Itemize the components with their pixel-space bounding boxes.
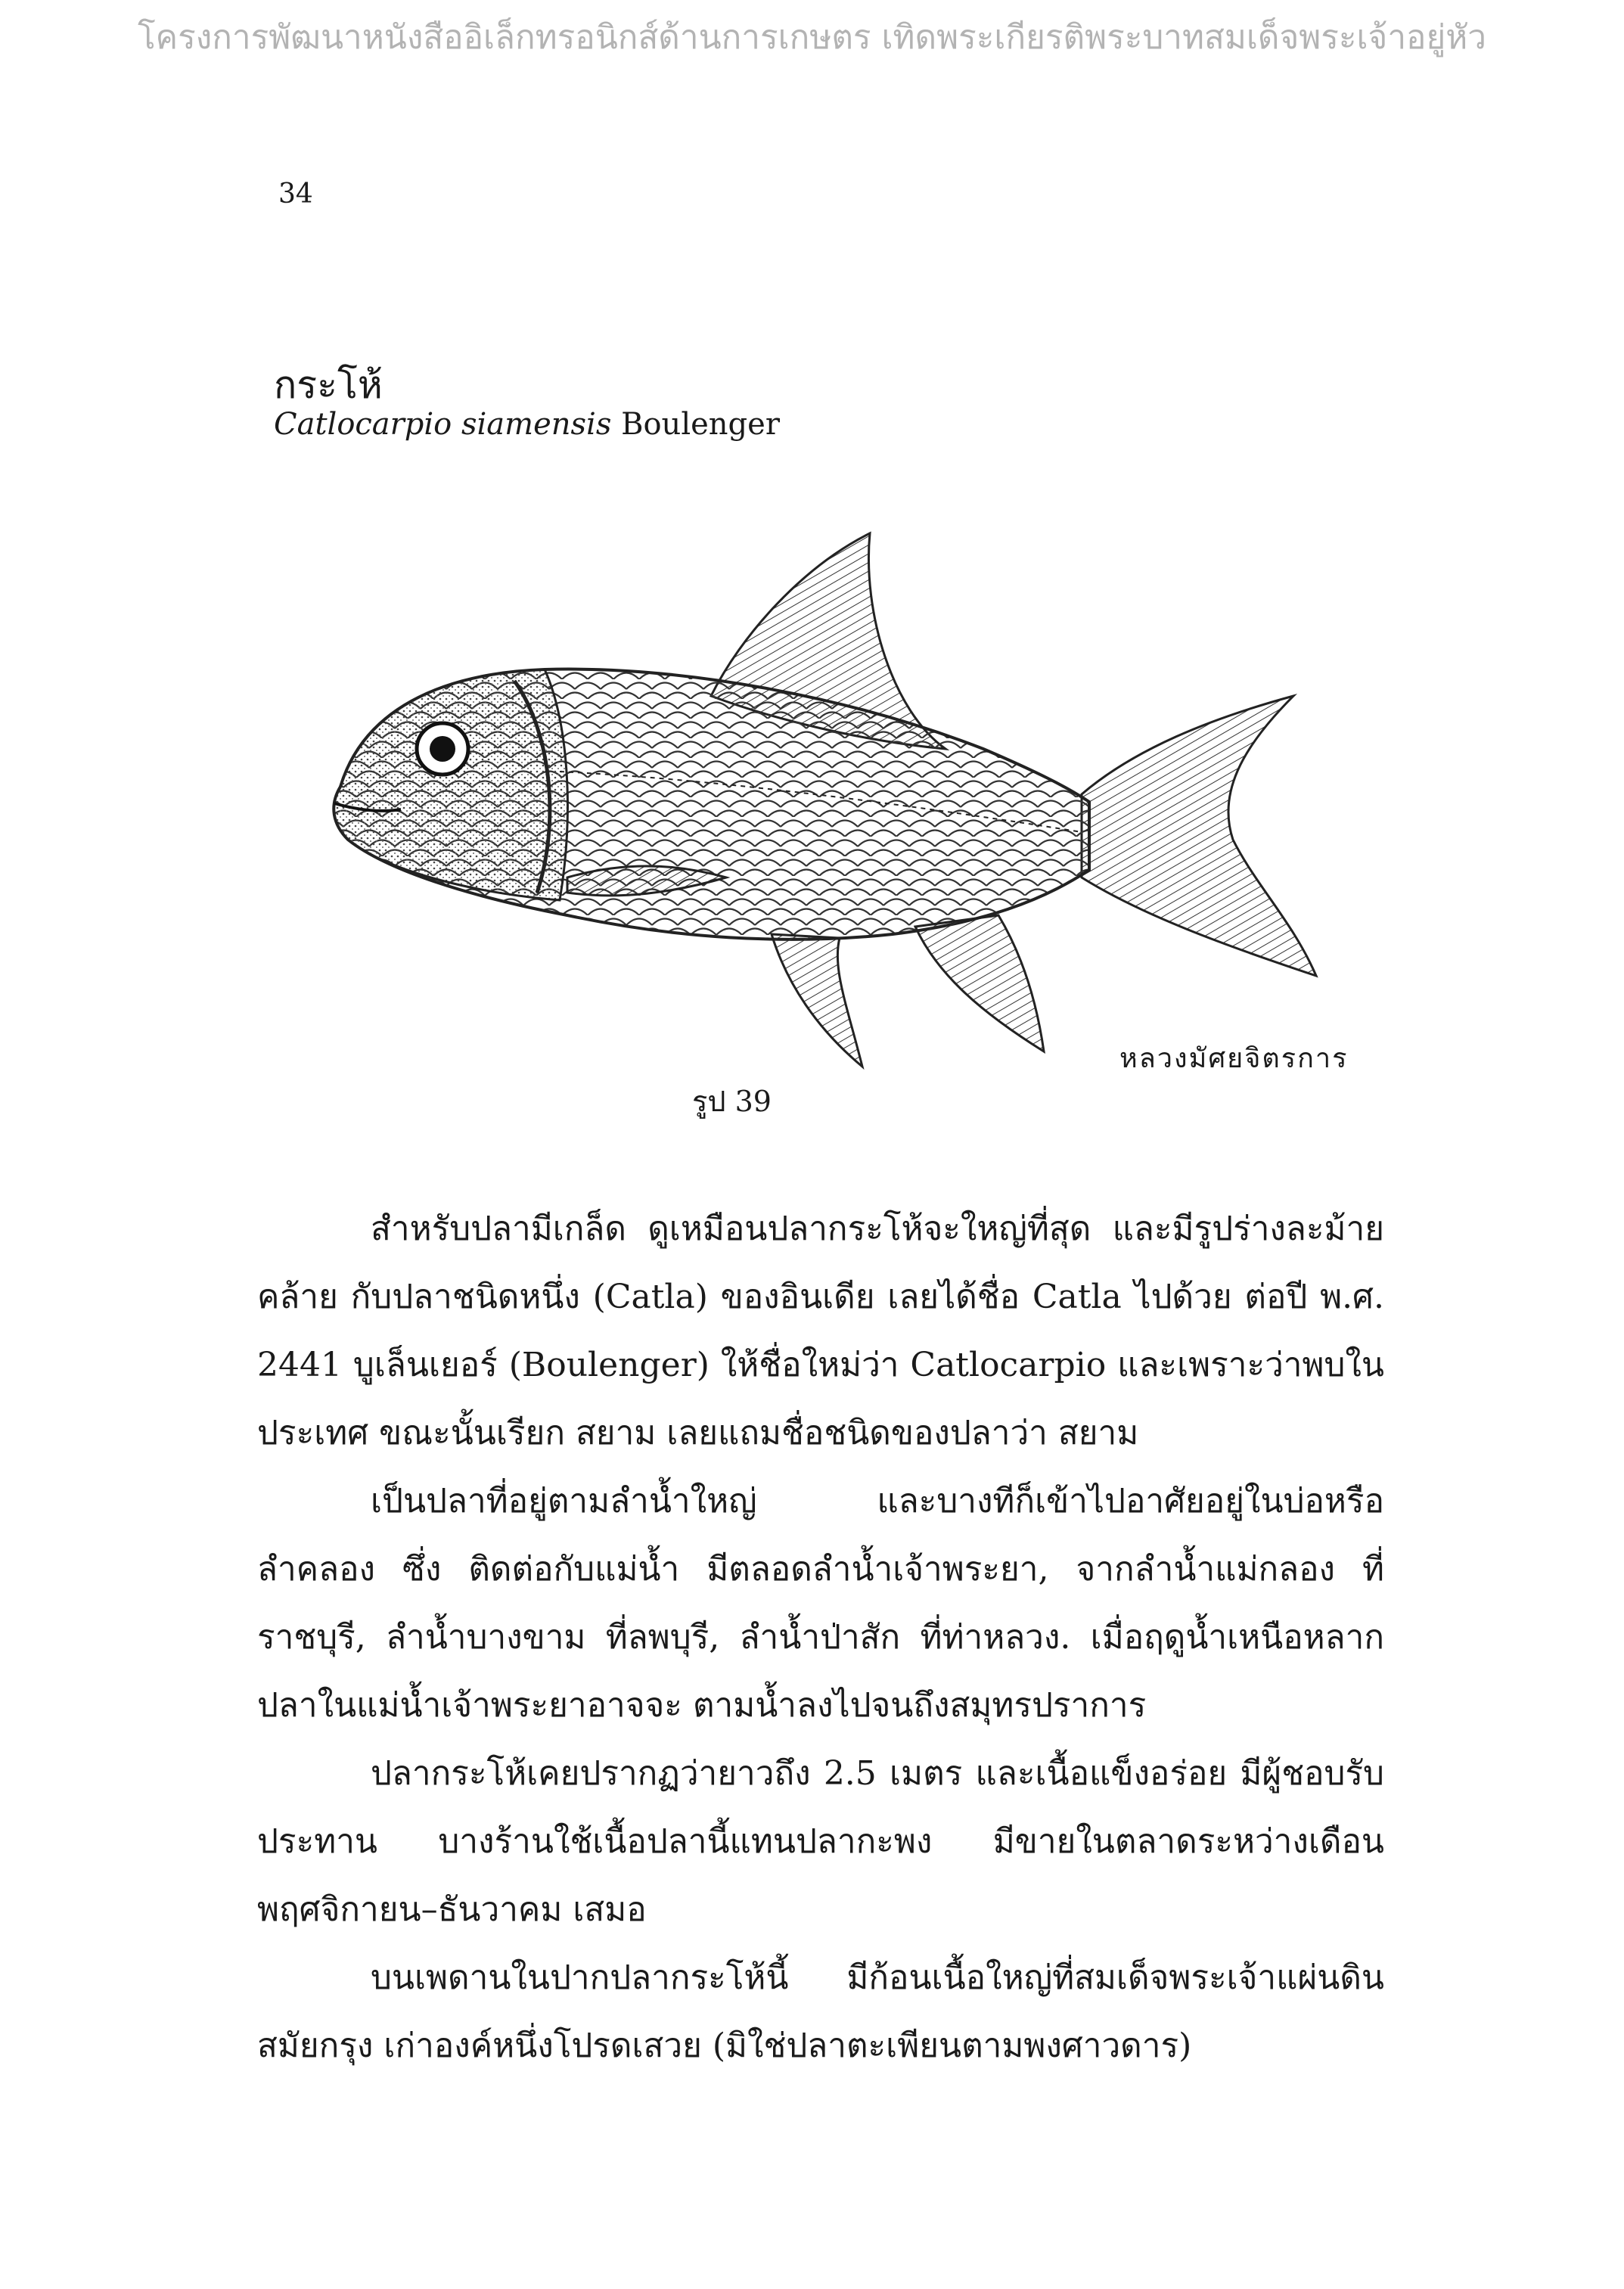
text-line: ปลากระโห้เคยปรากฏว่ายาวถึง 2.5 เมตร และเนื้อแข็งอร่อย มีผู้ชอบรับประทาน <box>257 1754 1384 1861</box>
text-line: ตามน้ำลงไปจนถึงสมุทรปราการ <box>692 1686 1147 1725</box>
figure-caption: รูป 39 <box>692 1085 772 1118</box>
paragraph-3 <box>257 1740 1384 1944</box>
text-line: บางร้านใช้เนื้อปลานี้แทนปลากะพง มีขายในตลาดระหว่างเดือนพฤศจิกายน–ธันวาคม <box>257 1822 1384 1929</box>
author-name: Boulenger <box>621 407 780 442</box>
fish-illustration <box>318 522 1377 1112</box>
tail-fin <box>1082 696 1316 976</box>
text-line: เสมอ <box>573 1890 647 1929</box>
text-line: ขณะนั้นเรียก สยาม เลยแถมชื่อชนิดของปลาว่า สยาม <box>379 1414 1139 1452</box>
species-title: กระโห้ <box>274 363 383 407</box>
text-line: กับปลาชนิดหนึ่ง (Catla) ของอินเดีย เลยได้ชื่อ Catla ไปด้วย ต่อปี พ.ศ. 2441 <box>257 1278 1384 1384</box>
header-banner: โครงการพัฒนาหนังสืออิเล็กทรอนิกส์ด้านการเกษตร เทิดพระเกียรติพระบาทสมเด็จพระเจ้าอยู่หัว <box>138 18 1486 57</box>
text-line: เป็นปลาที่อยู่ตามลำน้ำใหญ่ และบางทีก็เข้าไปอาศัยอยู่ในบ่อหรือลำคลอง ซึ่ง <box>257 1482 1384 1589</box>
paragraph-1 <box>257 1195 1384 1468</box>
page-number: 34 <box>278 179 313 210</box>
text-line: ติดต่อกับแม่น้ำ มีตลอดลำน้ำเจ้าพระยา, จากลำน้ำแม่กลอง ที่ราชบุรี, ลำน้ำบางขาม <box>257 1550 1384 1657</box>
anal-fin <box>915 915 1044 1051</box>
artist-credit: หลวงมัศยจิตรการ <box>1119 1043 1349 1074</box>
scientific-name <box>274 407 780 442</box>
text-line: สำหรับปลามีเกล็ด ดูเหมือนปลากระโห้จะใหญ่ที่สุด และมีรูปร่างละม้ายคล้าย <box>257 1210 1384 1316</box>
text-line: เก่าองค์หนึ่งโปรดเสวย (มิใช่ปลาตะเพียนตามพงศาวดาร) <box>383 2027 1192 2065</box>
genus-species: Catlocarpio siamensis <box>274 407 612 442</box>
body-text <box>257 1195 1384 2080</box>
fish-head <box>334 669 567 900</box>
text-line: ที่ลพบุรี, ลำน้ำป่าสัก ที่ท่าหลวง. เมื่อฤดูน้ำเหนือหลาก ปลาในแม่น้ำเจ้าพระยาอาจจะ <box>257 1618 1384 1725</box>
text-line: บนเพดานในปากปลากระโห้นี้ มีก้อนเนื้อใหญ่ที่สมเด็จพระเจ้าแผ่นดิน สมัยกรุง <box>257 1958 1384 2065</box>
paragraph-2 <box>257 1468 1384 1740</box>
paragraph-4 <box>257 1944 1384 2080</box>
text-line: บูเล็นเยอร์ (Boulenger) ให้ชื่อใหม่ว่า Catlocarpio และเพราะว่าพบในประเทศ <box>257 1346 1384 1452</box>
pelvic-fin <box>772 934 862 1067</box>
